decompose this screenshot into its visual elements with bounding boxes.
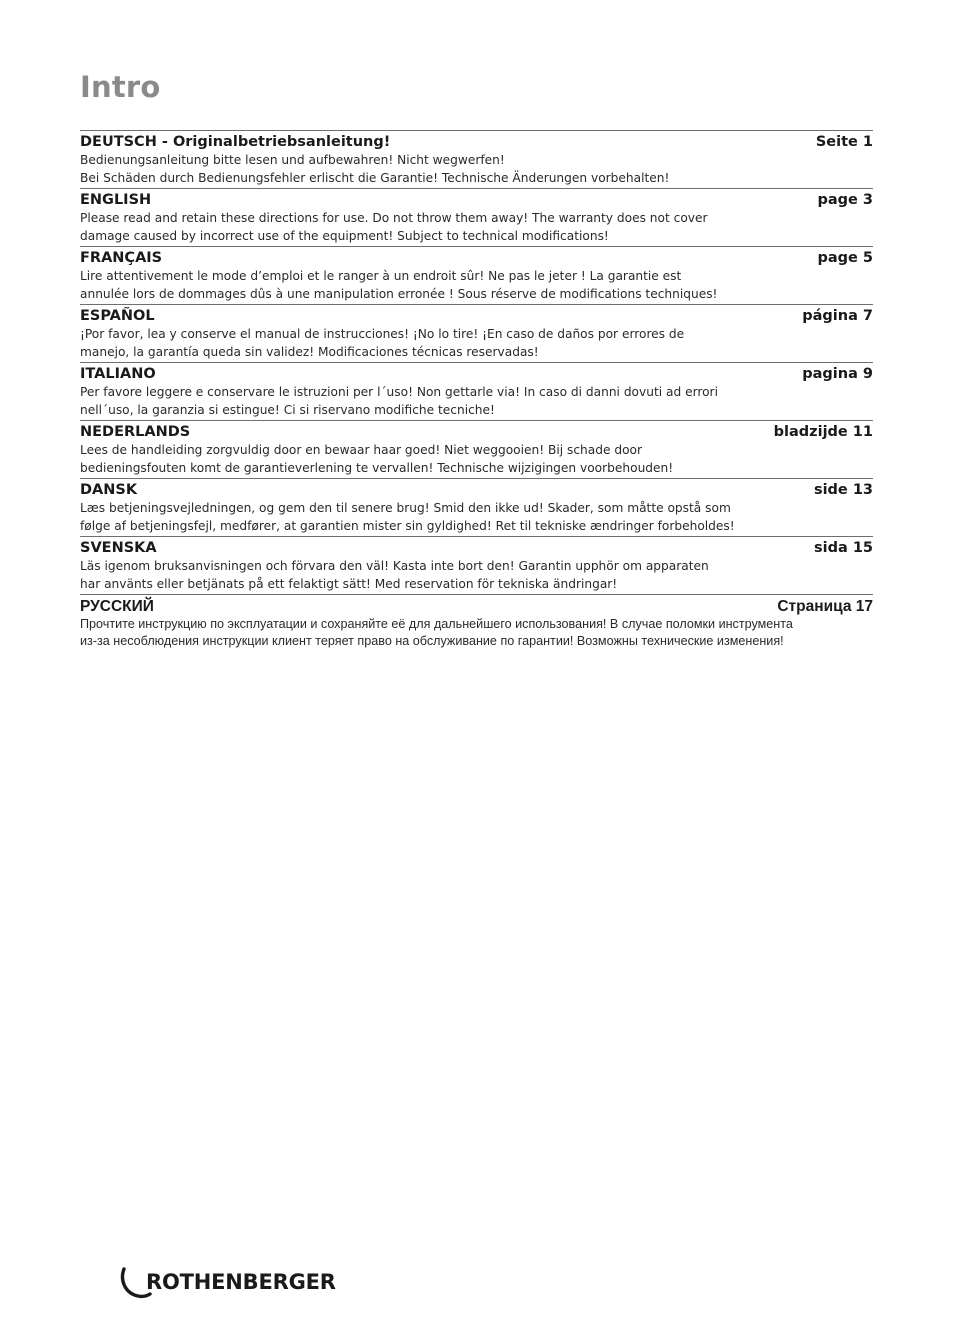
section-francais bbox=[80, 246, 873, 304]
page-reference: page 5 bbox=[817, 250, 873, 266]
page-reference: Seite 1 bbox=[815, 134, 873, 150]
language-heading: ESPAÑOL bbox=[80, 308, 155, 324]
page-reference: sida 15 bbox=[814, 540, 873, 556]
section-russkiy bbox=[80, 594, 873, 652]
page-reference: página 7 bbox=[802, 308, 873, 324]
language-heading: РУССКИЙ bbox=[80, 598, 154, 615]
rothenberger-logo bbox=[118, 1262, 336, 1302]
section-text: Прочтите инструкцию по эксплуатации и сохраняйте её для дальнейшего использования! В случае поломки инструмента из-за несоблюдения инструкции клиент теряет право на обслуживание по гарантии! Возможны технические изменения! bbox=[80, 617, 793, 648]
language-heading: SVENSKA bbox=[80, 540, 157, 556]
language-index bbox=[80, 130, 873, 652]
section-dansk bbox=[80, 478, 873, 536]
section-text: ¡Por favor, lea y conserve el manual de instrucciones! ¡No lo tire! ¡En caso de daños por errores de manejo, la garantía queda sin validez! Modificaciones técnicas reservadas! bbox=[80, 327, 685, 359]
page-reference: bladzijde 11 bbox=[773, 424, 873, 440]
section-text: Lire attentivement le mode d’emploi et le ranger à un endroit sûr! Ne pas le jeter ! La garantie est annulée lors de dommages dûs à une manipulation erronée ! Sous réserve de modifications techniques! bbox=[80, 269, 718, 301]
section-text: Please read and retain these directions for use. Do not throw them away! The warranty does not cover damage caused by incorrect use of the equipment! Subject to technical modifications! bbox=[80, 211, 708, 243]
section-espanol bbox=[80, 304, 873, 362]
page-title: Intro bbox=[80, 70, 161, 104]
language-heading: DEUTSCH - Originalbetriebsanleitung! bbox=[80, 134, 391, 150]
section-english bbox=[80, 188, 873, 246]
section-nederlands bbox=[80, 420, 873, 478]
logo-brand-text: ROTHENBERGER bbox=[146, 1270, 336, 1294]
page-reference: side 13 bbox=[813, 482, 873, 498]
page-reference: page 3 bbox=[817, 192, 873, 208]
language-heading: FRANÇAIS bbox=[80, 250, 163, 266]
language-heading: ITALIANO bbox=[80, 366, 156, 382]
section-text: Læs betjeningsvejledningen, og gem den til senere brug! Smid den ikke ud! Skader, som måtte opstå som følge af betjeningsfejl, medfører, at garantien mister sin gyldighed! Ret til tekniske ændringer forbeholdes! bbox=[80, 501, 735, 533]
language-heading: ENGLISH bbox=[80, 192, 152, 208]
section-text: Läs igenom bruksanvisningen och förvara den väl! Kasta inte bort den! Garantin upphör om apparaten har använts eller betjänats på ett felaktigt sätt! Med reservation för tekniska ändringar! bbox=[80, 559, 709, 591]
section-deutsch bbox=[80, 130, 873, 188]
page-reference: Страница 17 bbox=[777, 598, 873, 615]
language-heading: NEDERLANDS bbox=[80, 424, 191, 440]
page-reference: pagina 9 bbox=[802, 366, 873, 382]
section-svenska bbox=[80, 536, 873, 594]
language-heading: DANSK bbox=[80, 482, 138, 498]
section-italiano bbox=[80, 362, 873, 420]
section-text: Lees de handleiding zorgvuldig door en bewaar haar goed! Niet weggooien! Bij schade door bedieningsfouten komt de garantieverlening te vervallen! Technische wijzigingen voorbehouden! bbox=[80, 443, 674, 475]
section-text: Bedienungsanleitung bitte lesen und aufbewahren! Nicht wegwerfen! Bei Schäden durch Bedienungsfehler erlischt die Garantie! Technische Änderungen vorbehalten! bbox=[80, 153, 670, 185]
section-text: Per favore leggere e conservare le istruzioni per l´uso! Non gettarle via! In caso di danni dovuti ad errori nell´uso, la garanzia si estingue! Ci si riservano modifiche tecniche! bbox=[80, 385, 718, 417]
